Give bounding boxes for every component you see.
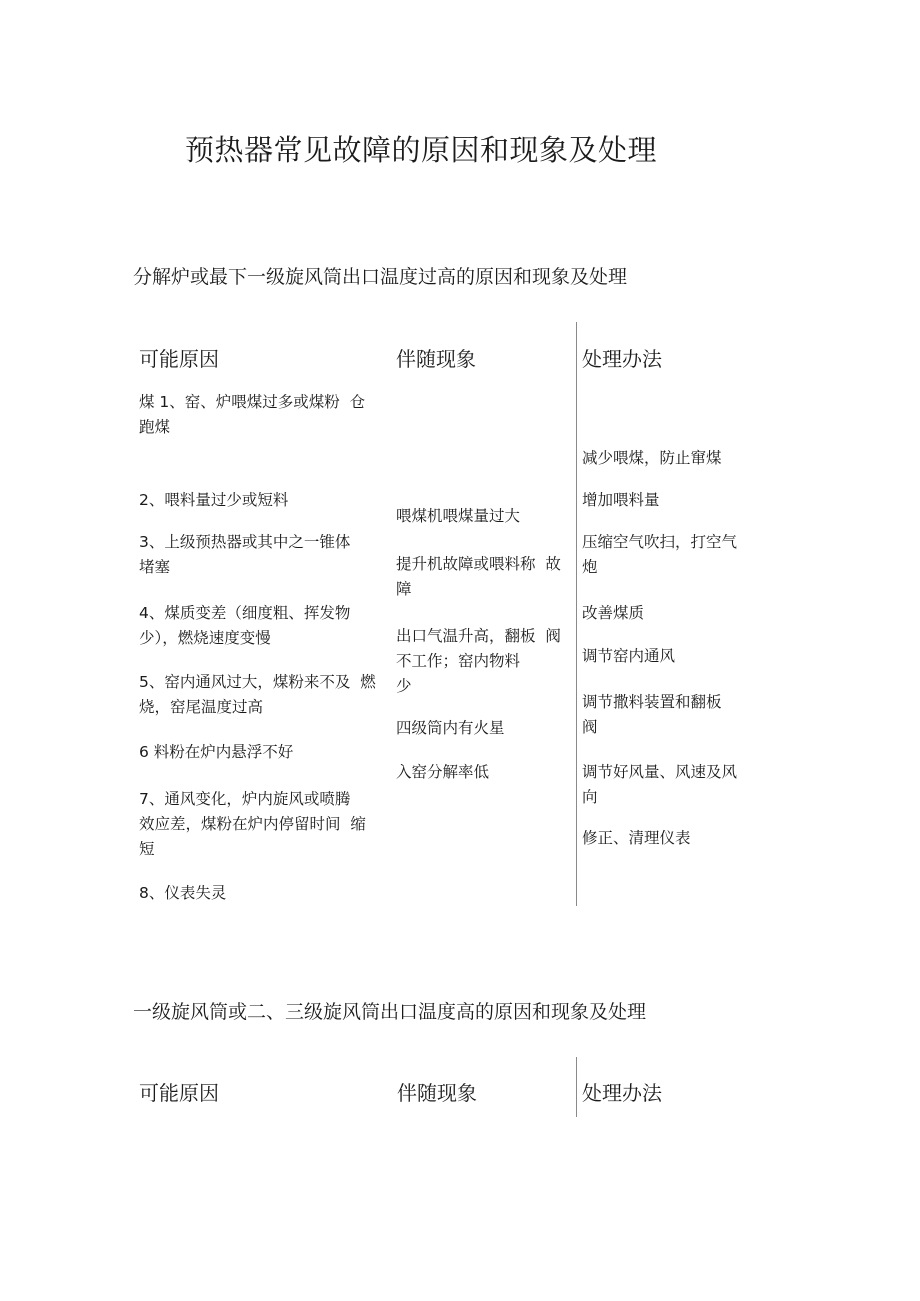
remedy-item: 改善煤质 xyxy=(582,604,645,622)
header-phenomenon: 伴随现象 xyxy=(396,347,476,371)
header-cause: 可能原因 xyxy=(139,1081,219,1105)
header-remedy: 处理办法 xyxy=(582,347,662,371)
remedy-item: 调节好风量、风速及风 向 xyxy=(582,763,738,806)
remedy-item: 修正、清理仪表 xyxy=(582,829,691,847)
phenomenon-item: 提升机故障或喂料称 故 障 xyxy=(396,555,561,598)
cause-item: 3、上级预热器或其中之一锥体 堵塞 xyxy=(139,533,351,576)
section2-heading: 一级旋风筒或二、三级旋风筒出口温度高的原因和现象及处理 xyxy=(133,1001,647,1023)
cause-item: 4、煤质变差（细度粗、挥发物 少），燃烧速度变慢 xyxy=(139,604,351,647)
cause-item: 煤 1、窑、炉喂煤过多或煤粉 仓 跑煤 xyxy=(139,393,366,436)
remedy-item: 增加喂料量 xyxy=(582,491,660,509)
remedy-item: 压缩空气吹扫，打空气 炮 xyxy=(582,533,738,576)
phenomenon-item: 入窑分解率低 xyxy=(396,763,490,781)
cause-item: 6 料粉在炉内悬浮不好 xyxy=(139,743,294,761)
section1-heading: 分解炉或最下一级旋风筒出口温度过高的原因和现象及处理 xyxy=(133,266,628,288)
phenomenon-item: 出口气温升高，翻板 阀 不工作；窑内物料 少 xyxy=(396,627,561,695)
phenomenon-item: 四级筒内有火星 xyxy=(396,719,505,737)
header-phenomenon: 伴随现象 xyxy=(397,1081,477,1105)
header-cause: 可能原因 xyxy=(139,347,219,371)
remedy-item: 调节撒料装置和翻板 阀 xyxy=(582,693,722,736)
cause-item: 8、仪表失灵 xyxy=(139,884,227,902)
cause-item: 7、通风变化，炉内旋风或喷腾 效应差，煤粉在炉内停留时间 缩 短 xyxy=(139,790,366,858)
phenomenon-item: 喂煤机喂煤量过大 xyxy=(396,507,521,525)
header-remedy: 处理办法 xyxy=(582,1081,662,1105)
cause-item: 5、窑内通风过大，煤粉来不及 燃 烧，窑尾温度过高 xyxy=(139,673,376,716)
column-divider xyxy=(576,1057,577,1117)
page-title: 预热器常见故障的原因和现象及处理 xyxy=(185,133,658,167)
remedy-item: 减少喂煤，防止窜煤 xyxy=(582,449,722,467)
cause-item: 2、喂料量过少或短料 xyxy=(139,491,289,509)
remedy-item: 调节窑内通风 xyxy=(582,647,676,665)
column-divider xyxy=(576,322,577,906)
